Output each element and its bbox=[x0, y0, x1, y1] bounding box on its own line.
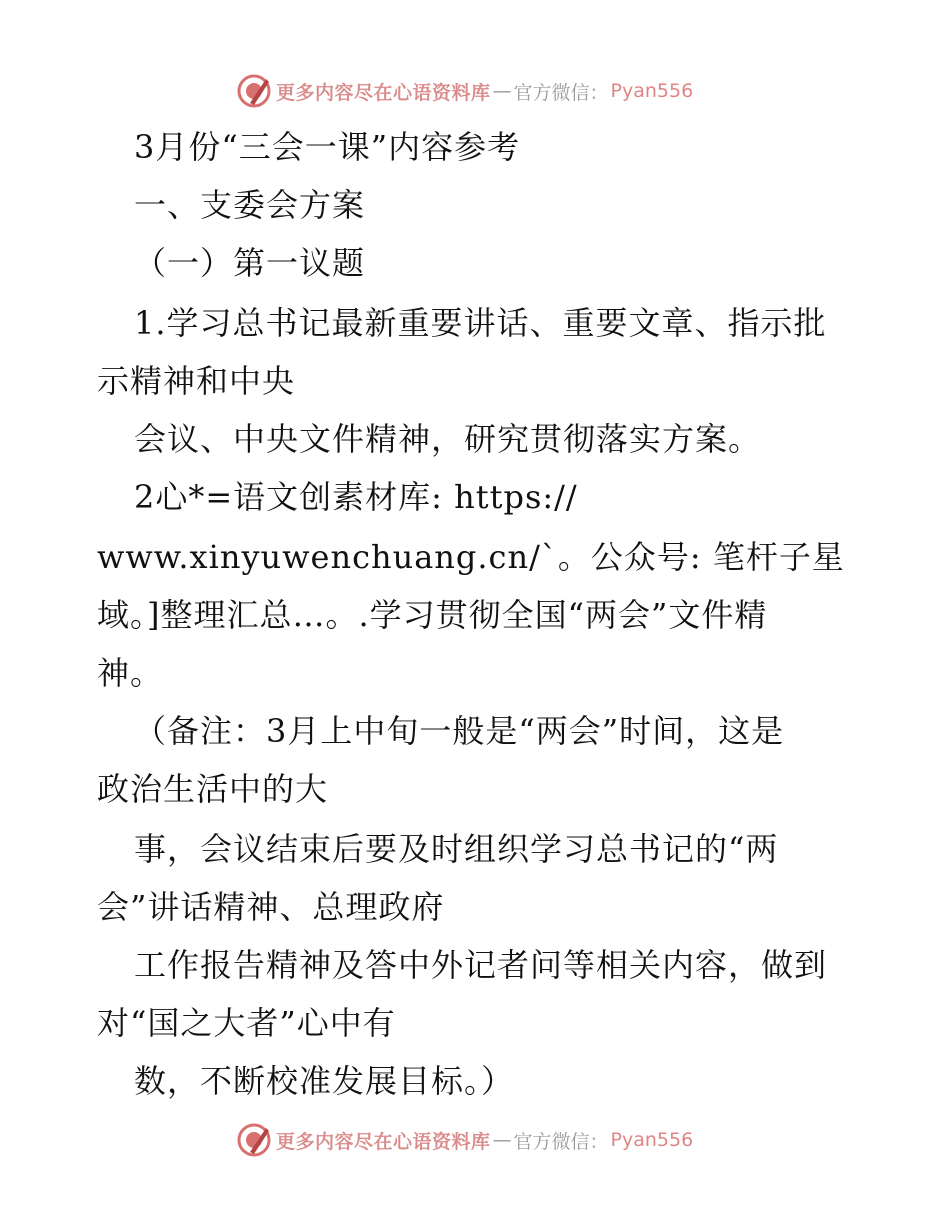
paragraph-line: 对“国之大者”心中有 bbox=[97, 1004, 396, 1042]
paragraph-line: 会”讲话精神、总理政府 bbox=[97, 888, 445, 926]
paragraph-line: 工作报告精神及答中外记者问等相关内容，做到 bbox=[134, 946, 828, 984]
paragraph-line: 示精神和中央 bbox=[97, 362, 296, 400]
paragraph-line: 事，会议结束后要及时组织学习总书记的“两 bbox=[134, 830, 779, 868]
paragraph-line: www.xinyuwenchuang.cn/`。公众号: 笔杆子星 bbox=[97, 538, 845, 576]
paragraph-line: 政治生活中的大 bbox=[97, 770, 329, 808]
subsection-heading: （一）第一议题 bbox=[134, 244, 366, 282]
section-heading: 一、支委会方案 bbox=[134, 186, 366, 224]
brand-logo-icon bbox=[236, 1122, 272, 1158]
watermark-separator: — bbox=[492, 1129, 512, 1151]
paragraph-line: 域。]整理汇总…。.学习贯彻全国“两会”文件精 bbox=[97, 596, 768, 634]
paragraph-line: 1.学习总书记最新重要讲话、重要文章、指示批 bbox=[134, 304, 827, 342]
document-title: 3月份“三会一课”内容参考 bbox=[134, 128, 521, 166]
watermark-brand: 更多内容尽在心语资料库 bbox=[276, 1130, 491, 1153]
watermark-id: Pyan556 bbox=[610, 80, 694, 102]
paragraph-line: 神。 bbox=[97, 654, 164, 692]
paragraph-line: （备注：3月上中旬一般是“两会”时间，这是 bbox=[134, 712, 785, 750]
paragraph-line: 会议、中央文件精神，研究贯彻落实方案。 bbox=[134, 420, 762, 458]
watermark-separator: — bbox=[492, 80, 512, 102]
paragraph-line: 数，不断校准发展目标。） bbox=[134, 1062, 515, 1100]
watermark-header bbox=[236, 71, 693, 111]
paragraph-line: 2心*=语文创素材库: https:// bbox=[134, 478, 578, 516]
watermark-brand: 更多内容尽在心语资料库 bbox=[276, 81, 491, 104]
watermark-footer bbox=[236, 1120, 693, 1160]
watermark-label: 官方微信： bbox=[513, 81, 609, 104]
watermark-label: 官方微信： bbox=[513, 1130, 609, 1153]
brand-logo-icon bbox=[236, 73, 272, 109]
watermark-id: Pyan556 bbox=[610, 1129, 694, 1151]
